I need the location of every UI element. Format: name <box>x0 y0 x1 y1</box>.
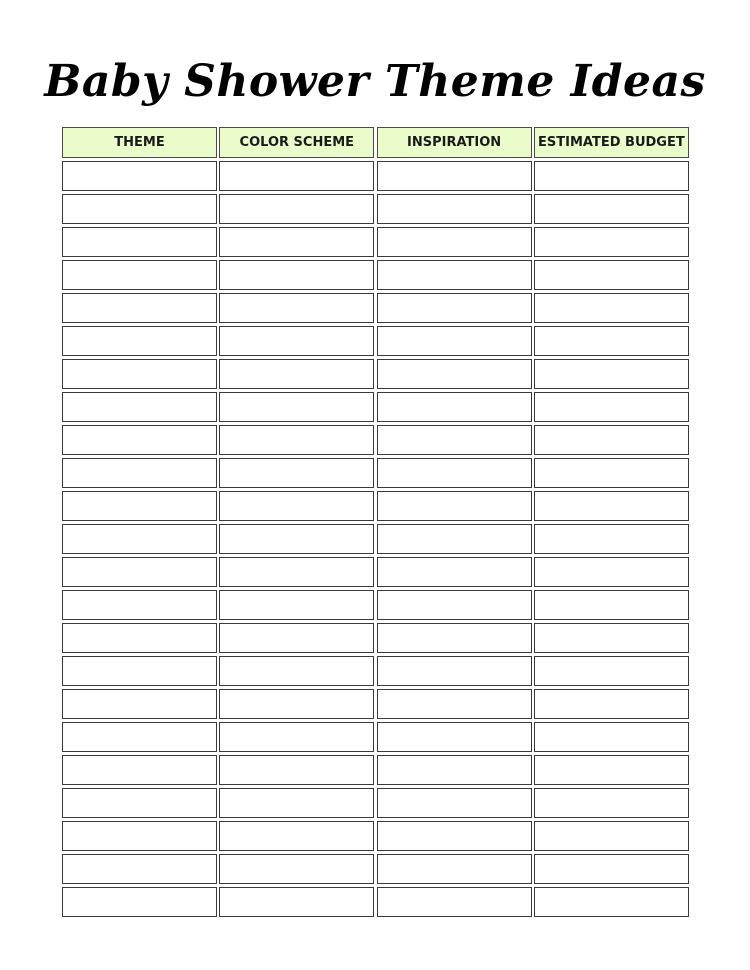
page-title: Baby Shower Theme Ideas <box>44 56 706 107</box>
color-scheme-cell[interactable] <box>219 788 374 818</box>
header-color-scheme: COLOR SCHEME <box>219 127 374 158</box>
color-scheme-cell[interactable] <box>219 590 374 620</box>
estimated-budget-cell[interactable] <box>534 458 689 488</box>
inspiration-cell[interactable] <box>377 689 532 719</box>
estimated-budget-cell[interactable] <box>534 590 689 620</box>
color-scheme-cell[interactable] <box>219 293 374 323</box>
inspiration-cell[interactable] <box>377 557 532 587</box>
theme-cell[interactable] <box>62 524 217 554</box>
theme-cell[interactable] <box>62 821 217 851</box>
theme-cell[interactable] <box>62 887 217 917</box>
inspiration-cell[interactable] <box>377 524 532 554</box>
inspiration-cell[interactable] <box>377 854 532 884</box>
estimated-budget-cell[interactable] <box>534 161 689 191</box>
header-estimated-budget: ESTIMATED BUDGET <box>534 127 689 158</box>
inspiration-cell[interactable] <box>377 293 532 323</box>
theme-cell[interactable] <box>62 656 217 686</box>
theme-cell[interactable] <box>62 227 217 257</box>
inspiration-cell[interactable] <box>377 458 532 488</box>
theme-cell[interactable] <box>62 491 217 521</box>
theme-cell[interactable] <box>62 392 217 422</box>
color-scheme-cell[interactable] <box>219 524 374 554</box>
theme-cell[interactable] <box>62 161 217 191</box>
color-scheme-cell[interactable] <box>219 755 374 785</box>
inspiration-cell[interactable] <box>377 722 532 752</box>
inspiration-cell[interactable] <box>377 623 532 653</box>
estimated-budget-cell[interactable] <box>534 887 689 917</box>
color-scheme-cell[interactable] <box>219 557 374 587</box>
inspiration-cell[interactable] <box>377 194 532 224</box>
color-scheme-cell[interactable] <box>219 722 374 752</box>
estimated-budget-cell[interactable] <box>534 689 689 719</box>
inspiration-cell[interactable] <box>377 227 532 257</box>
estimated-budget-cell[interactable] <box>534 524 689 554</box>
color-scheme-cell[interactable] <box>219 491 374 521</box>
inspiration-cell[interactable] <box>377 260 532 290</box>
estimated-budget-cell[interactable] <box>534 326 689 356</box>
estimated-budget-cell[interactable] <box>534 788 689 818</box>
estimated-budget-cell[interactable] <box>534 392 689 422</box>
theme-cell[interactable] <box>62 557 217 587</box>
theme-cell[interactable] <box>62 458 217 488</box>
inspiration-cell[interactable] <box>377 359 532 389</box>
estimated-budget-cell[interactable] <box>534 755 689 785</box>
estimated-budget-cell[interactable] <box>534 293 689 323</box>
color-scheme-cell[interactable] <box>219 359 374 389</box>
estimated-budget-cell[interactable] <box>534 722 689 752</box>
color-scheme-cell[interactable] <box>219 194 374 224</box>
header-theme: THEME <box>62 127 217 158</box>
color-scheme-cell[interactable] <box>219 161 374 191</box>
theme-cell[interactable] <box>62 260 217 290</box>
color-scheme-cell[interactable] <box>219 425 374 455</box>
color-scheme-cell[interactable] <box>219 887 374 917</box>
color-scheme-cell[interactable] <box>219 326 374 356</box>
theme-cell[interactable] <box>62 425 217 455</box>
estimated-budget-cell[interactable] <box>534 854 689 884</box>
theme-cell[interactable] <box>62 590 217 620</box>
color-scheme-cell[interactable] <box>219 260 374 290</box>
color-scheme-cell[interactable] <box>219 689 374 719</box>
color-scheme-cell[interactable] <box>219 623 374 653</box>
theme-cell[interactable] <box>62 293 217 323</box>
theme-cell[interactable] <box>62 194 217 224</box>
theme-cell[interactable] <box>62 689 217 719</box>
inspiration-cell[interactable] <box>377 887 532 917</box>
inspiration-cell[interactable] <box>377 788 532 818</box>
estimated-budget-cell[interactable] <box>534 359 689 389</box>
estimated-budget-cell[interactable] <box>534 821 689 851</box>
theme-cell[interactable] <box>62 788 217 818</box>
color-scheme-cell[interactable] <box>219 854 374 884</box>
inspiration-cell[interactable] <box>377 656 532 686</box>
estimated-budget-cell[interactable] <box>534 491 689 521</box>
color-scheme-cell[interactable] <box>219 458 374 488</box>
theme-cell[interactable] <box>62 722 217 752</box>
inspiration-cell[interactable] <box>377 821 532 851</box>
color-scheme-cell[interactable] <box>219 656 374 686</box>
estimated-budget-cell[interactable] <box>534 656 689 686</box>
estimated-budget-cell[interactable] <box>534 623 689 653</box>
estimated-budget-cell[interactable] <box>534 425 689 455</box>
theme-cell[interactable] <box>62 359 217 389</box>
theme-cell[interactable] <box>62 755 217 785</box>
estimated-budget-cell[interactable] <box>534 557 689 587</box>
estimated-budget-cell[interactable] <box>534 227 689 257</box>
inspiration-cell[interactable] <box>377 590 532 620</box>
inspiration-cell[interactable] <box>377 161 532 191</box>
header-inspiration: INSPIRATION <box>377 127 532 158</box>
theme-ideas-table <box>62 127 689 917</box>
estimated-budget-cell[interactable] <box>534 260 689 290</box>
color-scheme-cell[interactable] <box>219 821 374 851</box>
inspiration-cell[interactable] <box>377 326 532 356</box>
color-scheme-cell[interactable] <box>219 392 374 422</box>
inspiration-cell[interactable] <box>377 392 532 422</box>
theme-cell[interactable] <box>62 326 217 356</box>
theme-cell[interactable] <box>62 854 217 884</box>
inspiration-cell[interactable] <box>377 491 532 521</box>
inspiration-cell[interactable] <box>377 425 532 455</box>
theme-cell[interactable] <box>62 623 217 653</box>
inspiration-cell[interactable] <box>377 755 532 785</box>
color-scheme-cell[interactable] <box>219 227 374 257</box>
estimated-budget-cell[interactable] <box>534 194 689 224</box>
